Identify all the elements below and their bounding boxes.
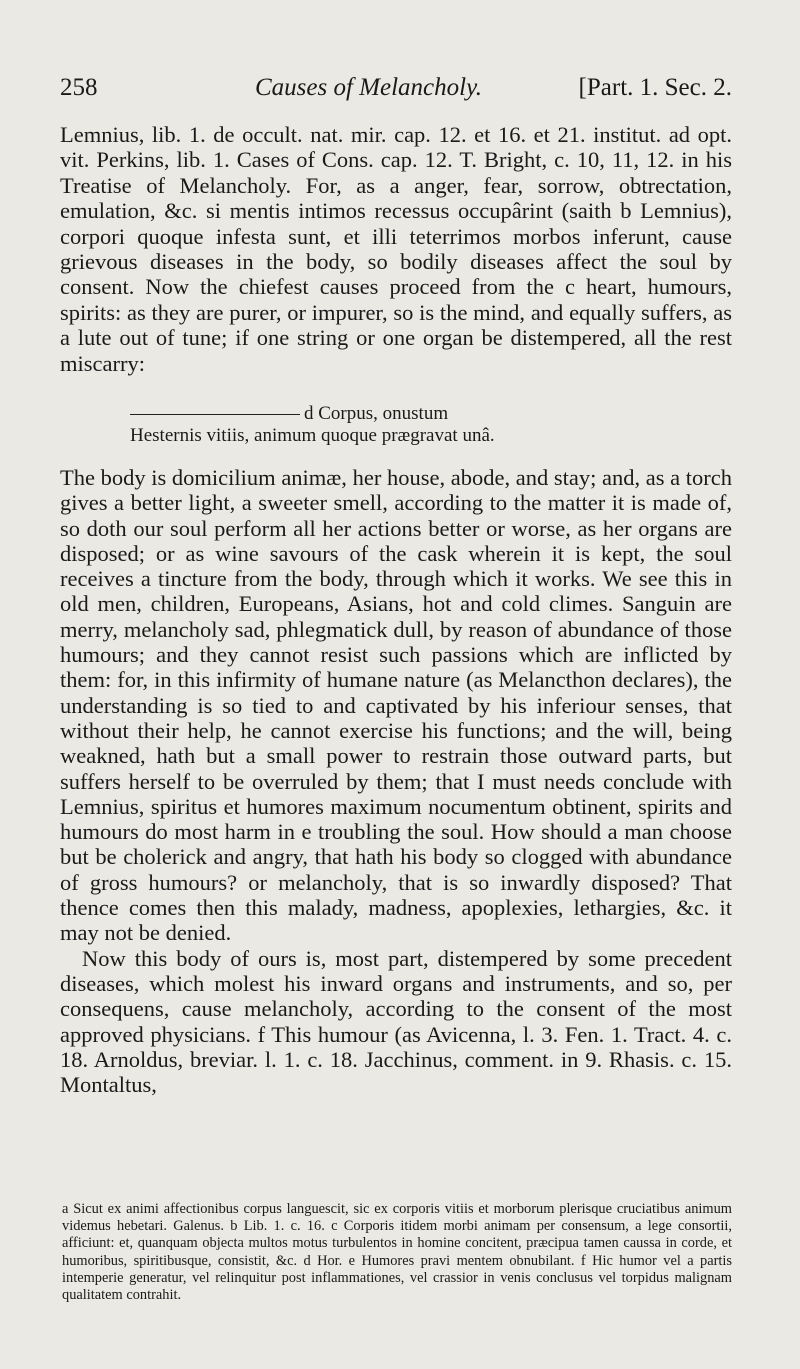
running-title: Causes of Melancholy. (255, 74, 483, 101)
verse-dash-rule (130, 414, 300, 415)
paragraph-3: Now this body of ours is, most part, distempered by some precedent diseases, which molest his inward organs and instruments, and so, per consequens, cause melancholy, according to the consent of the most approved physicians. f This humour (as Avicenna, l. 3. Fen. 1. Tract. 4. c. 18. Arnoldus, breviar. l. 1. c. 18. Jacchinus, comment. in 9. Rhasis. c. 15. Montaltus, (60, 945, 732, 1098)
verse-line-1: d Corpus, onustum (304, 403, 449, 424)
body-text-top (60, 122, 732, 376)
part-section: [Part. 1. Sec. 2. (578, 74, 732, 101)
footnotes (62, 1201, 732, 1304)
page-number: 258 (60, 74, 98, 101)
footnote-text: a Sicut ex animi affectionibus corpus languescit, sic ex corporis vitiis et morborum plerisque cruciatibus animum videmus hebetari. Galenus. b Lib. 1. c. 16. c Corporis itidem morbi animam per consensum, a lege consortii, afficiunt: et, quanquam objecta multos motus turbulentos in homine concitent, præcipua tamen caussa in corde, et humoribus, spiritibusque, consistit, &c. d Hor. e Humores pravi mentem obnubilant. f Hic humor vel a partis intemperie generatur, vel relinquitur post inflammationes, vel crassior in venis conclusus vel torpidus malignam qualitatem contrahit. (62, 1201, 732, 1304)
paragraph-1: Lemnius, lib. 1. de occult. nat. mir. cap. 12. et 16. et 21. institut. ad opt. vit. Perkins, lib. 1. Cases of Cons. cap. 12. T. Bright, c. 10, 11, 12. in his Treatise of Melancholy. For, as a anger, fear, sorrow, obtrectation, emulation, &c. si mentis intimos recessus occupârint (saith b Lemnius), corpori quoque infesta sunt, et illi teterrimos morbos inferunt, cause grievous diseases in the body, so bodily diseases affect the soul by consent. Now the chiefest causes proceed from the c heart, humours, spirits: as they are purer, or impurer, so is the mind, and equally suffers, as a lute out of tune; if one string or one organ be distempered, all the rest miscarry: (60, 122, 732, 376)
verse-line-2: Hesternis vitiis, animum quoque prægravat unâ. (130, 425, 495, 446)
body-text-bottom (60, 465, 732, 1097)
paragraph-2: The body is domicilium animæ, her house, abode, and stay; and, as a torch gives a better light, a sweeter smell, according to the matter it is made of, so doth our soul perform all her actions better or worse, as her organs are disposed; or as wine savours of the cask wherein it is kept, the soul receives a tincture from the body, through which it works. We see this in old men, children, Europeans, Asians, hot and cold climes. Sanguin are merry, melancholy sad, phlegmatick dull, by reason of abundance of those humours; and they cannot resist such passions which are inflicted by them: for, in this infirmity of humane nature (as Melancthon declares), the understanding is so tied to and captivated by his inferiour senses, that without their help, he cannot exercise his functions; and the will, being weakned, hath but a small power to restrain those outward parts, but suffers herself to be overruled by them; that I must needs conclude with Lemnius, spiritus et humores maximum nocumentum obtinent, spirits and humours do most harm in e troubling the soul. How should a man choose but be cholerick and angry, that hath his body so clogged with abundance of gross humours? or melancholy, that is so inwardly disposed? That thence comes then this malady, madness, apoplexies, lethargies, &c. it may not be denied. (60, 465, 732, 946)
running-header (60, 74, 732, 108)
verse-quotation (130, 403, 690, 447)
